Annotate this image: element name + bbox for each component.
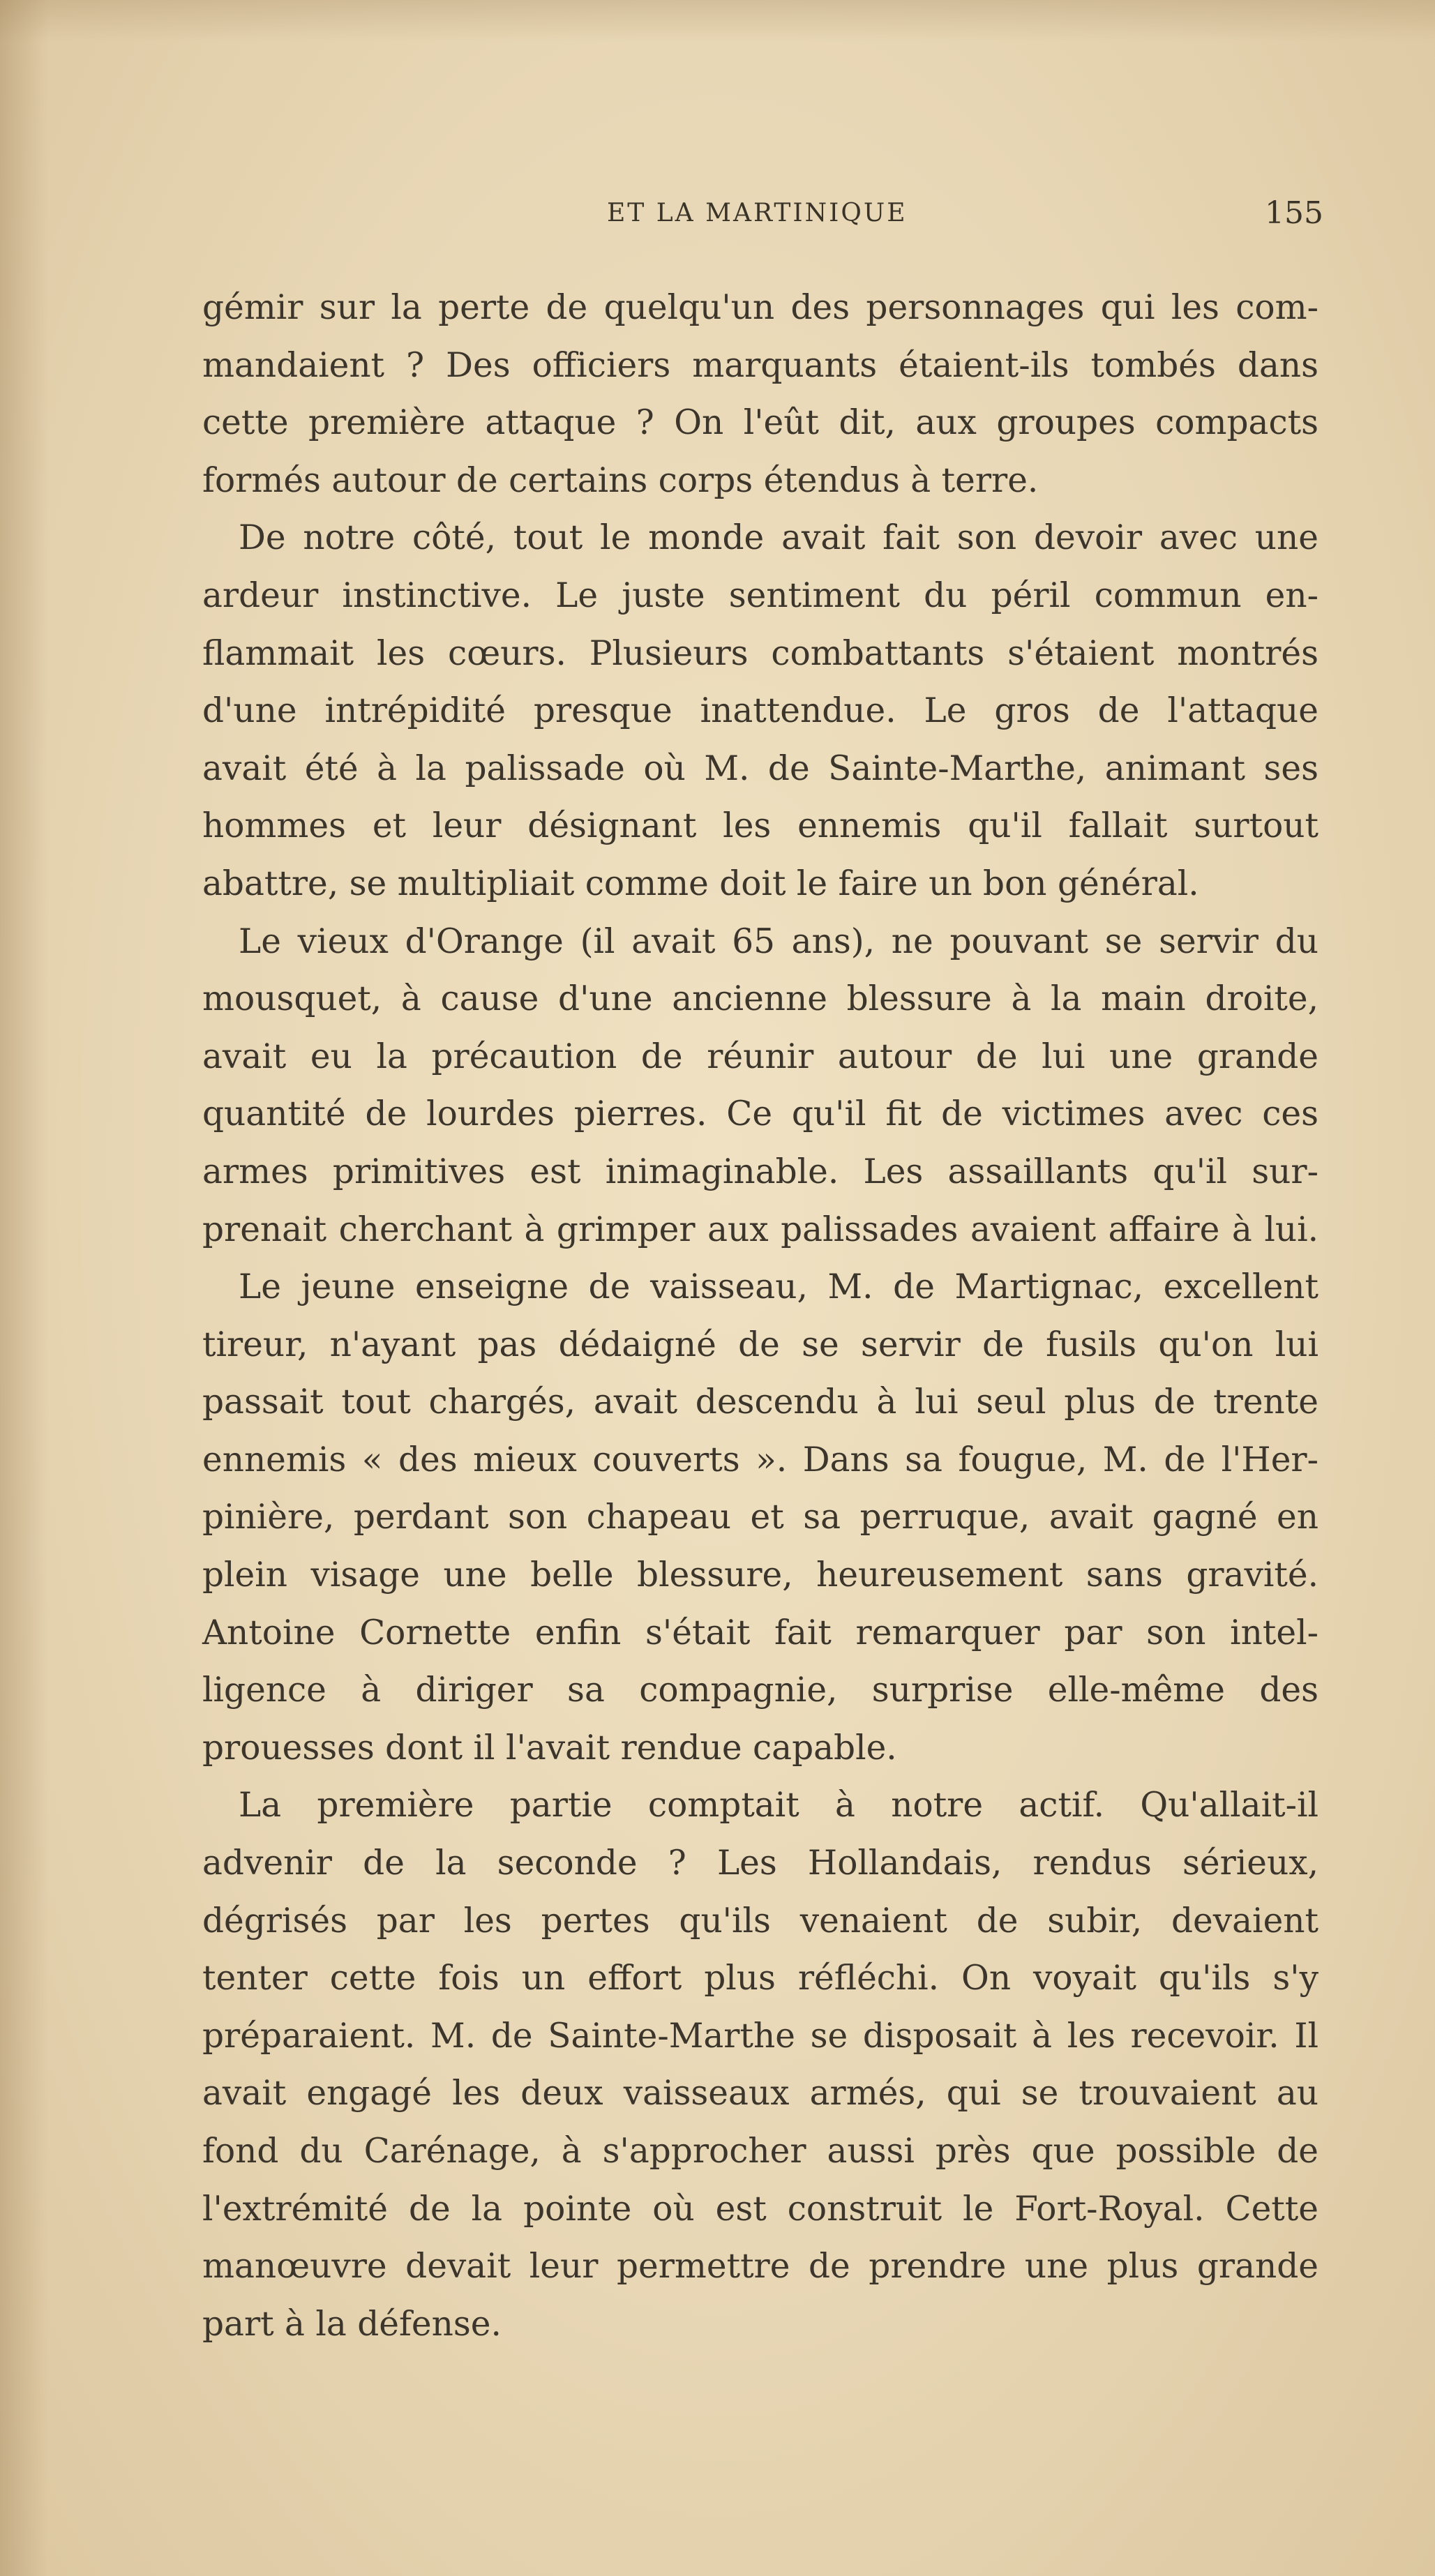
text-line: tenter cette fois un effort plus réfléchi. On voyait qu'ils s'y <box>202 1959 1318 1998</box>
text-line: l'extrémité de la pointe où est construit le Fort-Royal. Cette <box>202 2189 1318 2229</box>
text-line: prouesses dont il l'avait rendue capable. <box>202 1728 897 1768</box>
text-line: plein visage une belle blessure, heureusement sans gravité. <box>202 1556 1318 1595</box>
text-line: mandaient ? Des officiers marquants étaient-ils tombés dans <box>202 345 1318 385</box>
text-line: ennemis « des mieux couverts ». Dans sa fougue, M. de l'Her- <box>202 1440 1318 1479</box>
text-line: Le jeune enseigne de vaisseau, M. de Martignac, excellent <box>239 1267 1318 1307</box>
text-line: fond du Carénage, à s'approcher aussi près que possible de <box>202 2132 1318 2171</box>
text-line: ligence à diriger sa compagnie, surprise elle-même des <box>202 1671 1318 1710</box>
text-line: passait tout chargés, avait descendu à lui seul plus de trente <box>202 1383 1318 1422</box>
text-line: La première partie comptait à notre actif. Qu'allait-il <box>239 1786 1318 1825</box>
text-line: abattre, se multipliait comme doit le faire un bon général. <box>202 864 1199 903</box>
running-title: ET LA MARTINIQUE <box>607 199 908 227</box>
text-line: De notre côté, tout le monde avait fait son devoir avec une <box>239 518 1318 558</box>
text-line: flammait les cœurs. Plusieurs combattants s'étaient montrés <box>202 633 1318 673</box>
text-line: pinière, perdant son chapeau et sa perruque, avait gagné en <box>202 1498 1318 1537</box>
text-line: Le vieux d'Orange (il avait 65 ans), ne pouvant se servir du <box>239 921 1318 961</box>
page-number: 155 <box>1265 195 1323 231</box>
text-line: ardeur instinctive. Le juste sentiment du péril commun en- <box>202 575 1318 615</box>
text-line: tireur, n'ayant pas dédaigné de se servir de fusils qu'on lui <box>202 1325 1318 1364</box>
text-line: armes primitives est inimaginable. Les assaillants qu'il sur- <box>202 1152 1318 1191</box>
text-line: avait engagé les deux vaisseaux armés, qui se trouvaient au <box>202 2074 1318 2114</box>
page-top-shadow <box>0 0 1435 42</box>
page-edge-shadow <box>0 0 49 2576</box>
text-line: avait été à la palissade où M. de Sainte-Marthe, animant ses <box>202 748 1318 788</box>
text-line: dégrisés par les pertes qu'ils venaient de subir, devaient <box>202 1901 1318 1941</box>
text-line: hommes et leur désignant les ennemis qu'il fallait surtout <box>202 806 1318 846</box>
body-text <box>202 279 1318 2353</box>
text-line: prenait cherchant à grimper aux palissades avaient affaire à lui. <box>202 1210 1318 1249</box>
text-line: formés autour de certains corps étendus à terre. <box>202 460 1039 500</box>
text-line: cette première attaque ? On l'eût dit, aux groupes compacts <box>202 403 1318 443</box>
text-line: Antoine Cornette enfin s'était fait remarquer par son intel- <box>202 1613 1318 1652</box>
text-line: préparaient. M. de Sainte-Marthe se disposait à les recevoir. Il <box>202 2016 1318 2056</box>
text-line: manœuvre devait leur permettre de prendre une plus grande <box>202 2247 1318 2287</box>
text-line: avait eu la précaution de réunir autour de lui une grande <box>202 1037 1318 1076</box>
text-line: advenir de la seconde ? Les Hollandais, rendus sérieux, <box>202 1844 1318 1883</box>
text-line: d'une intrépidité presque inattendue. Le gros de l'attaque <box>202 691 1318 731</box>
text-line: gémir sur la perte de quelqu'un des personnages qui les com- <box>202 288 1318 327</box>
text-line: quantité de lourdes pierres. Ce qu'il fit de victimes avec ces <box>202 1094 1318 1134</box>
text-line: mousquet, à cause d'une ancienne blessure à la main droite, <box>202 979 1318 1019</box>
text-line: part à la défense. <box>202 2304 502 2344</box>
